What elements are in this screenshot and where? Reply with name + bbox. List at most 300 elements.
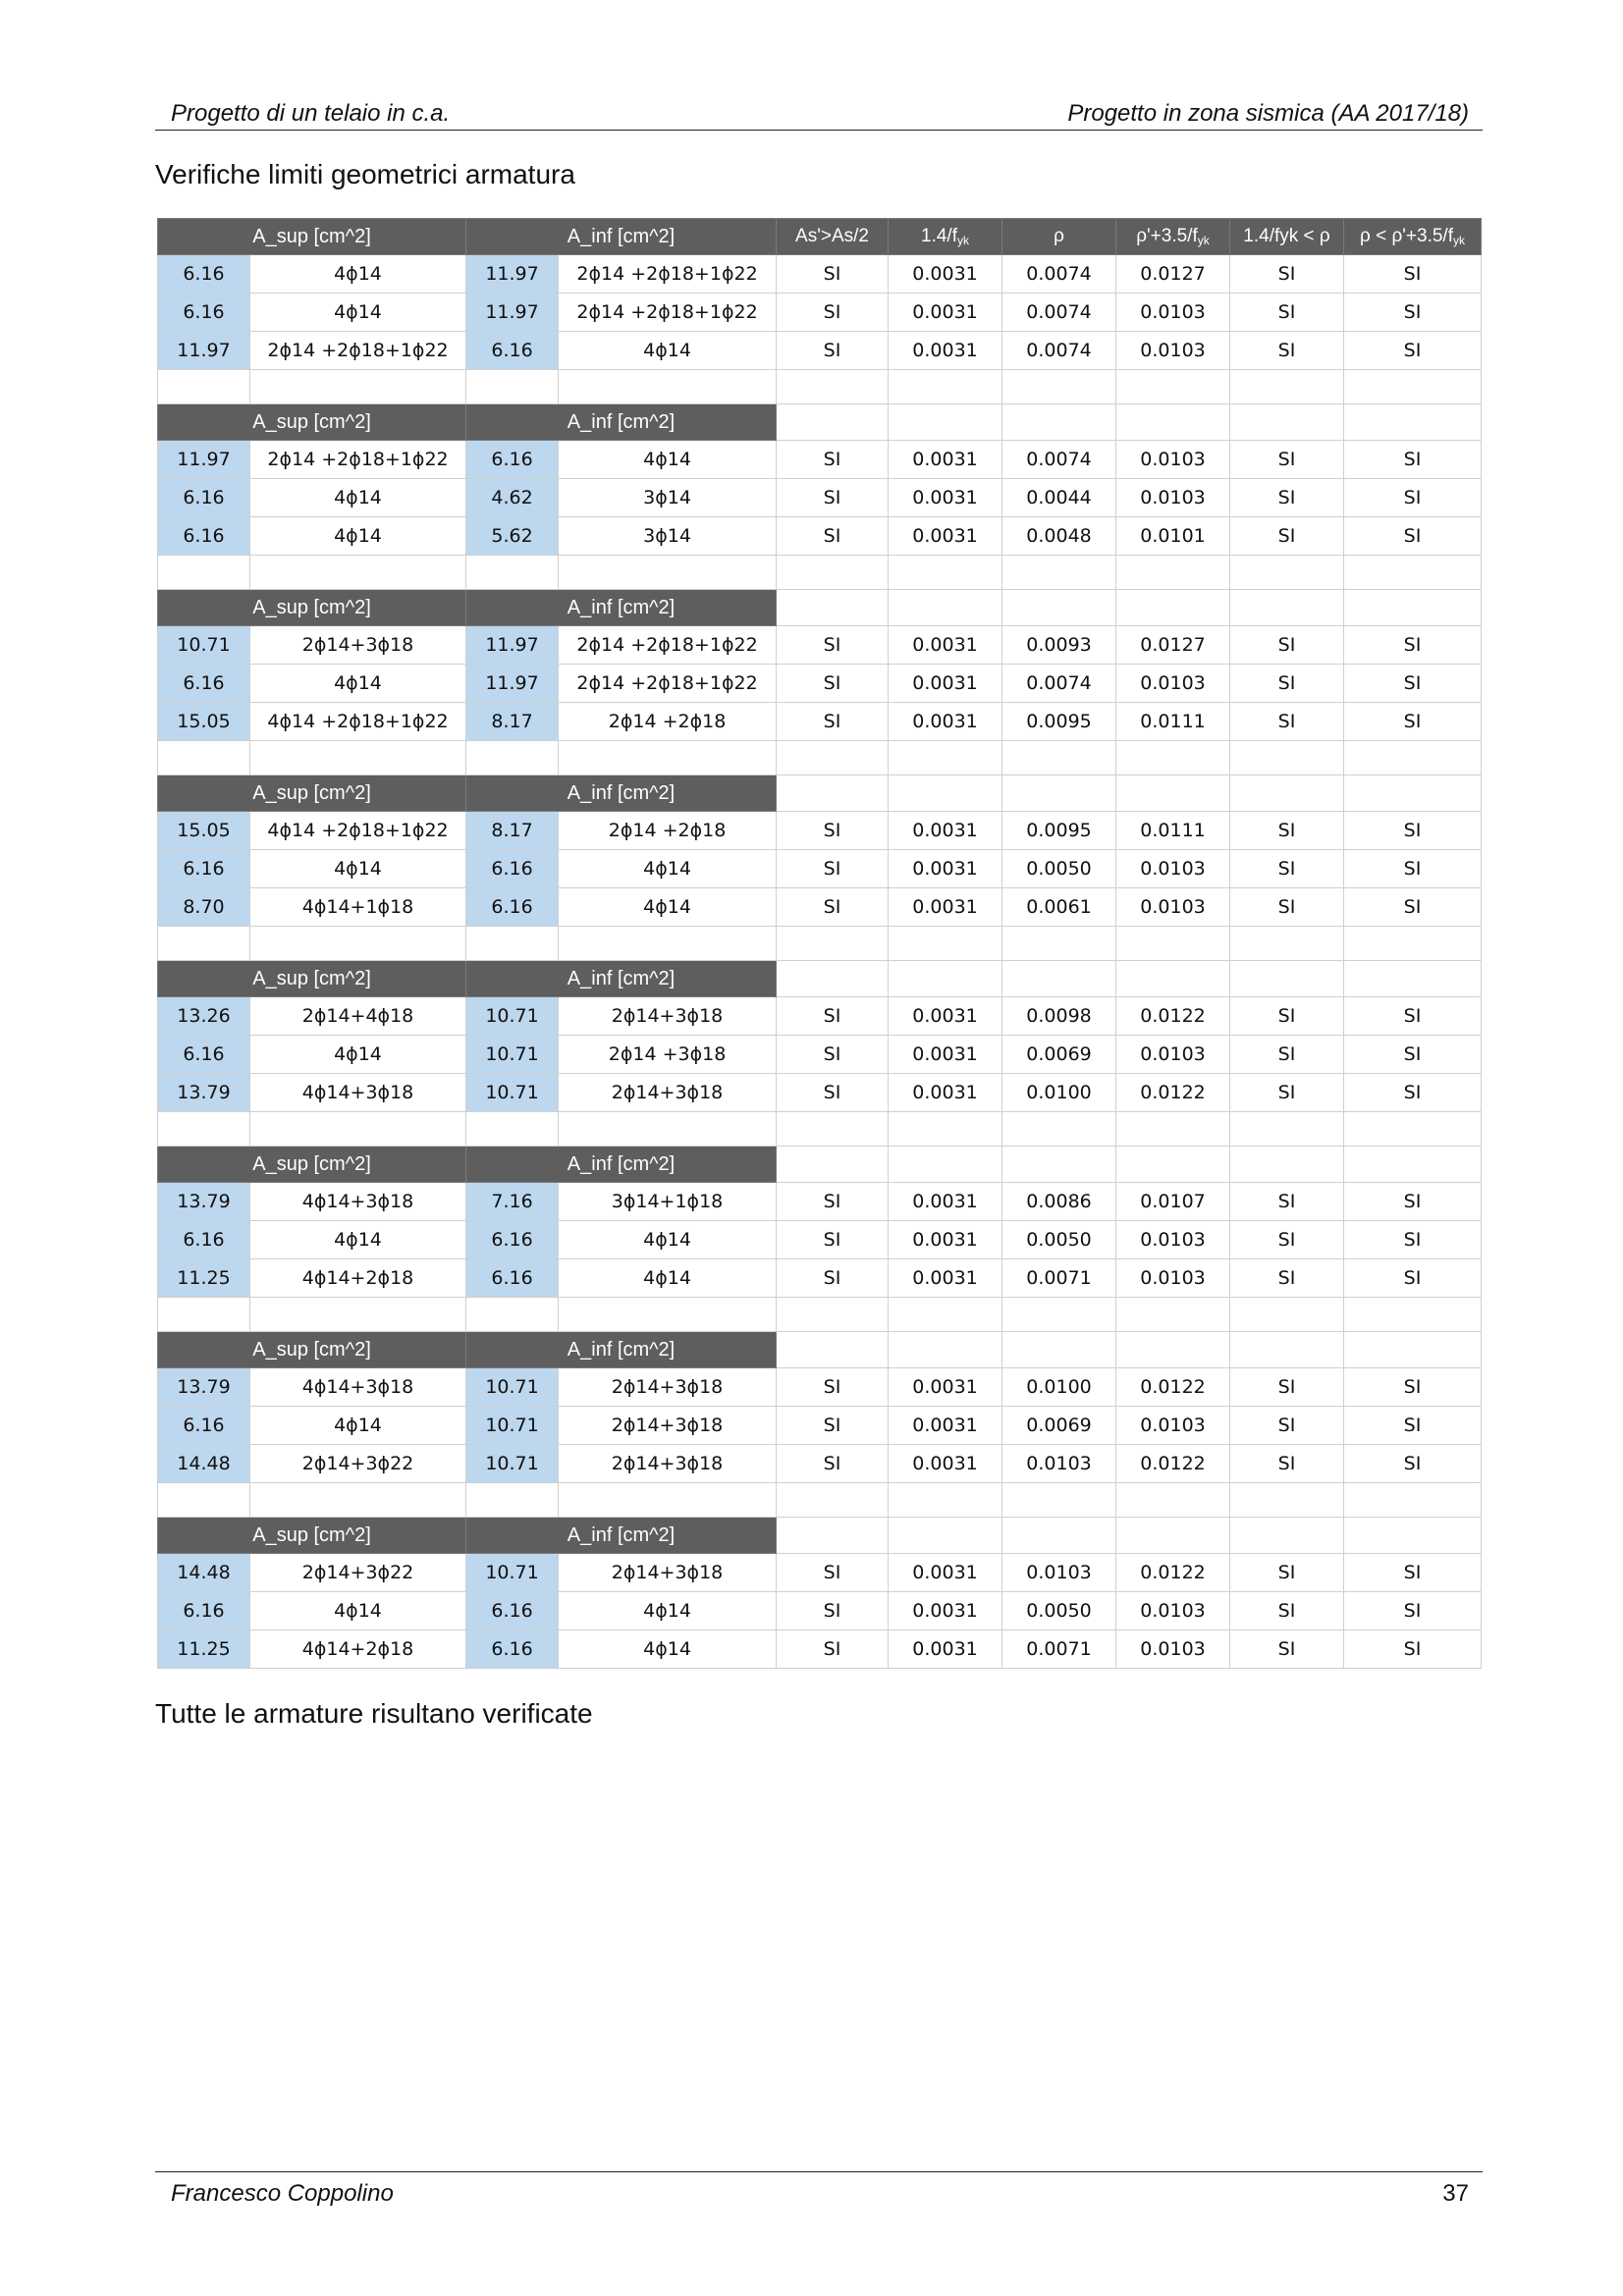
block-header-row — [158, 1147, 1482, 1183]
empty-cell — [250, 556, 466, 590]
rho-cell: 0.0061 — [1002, 888, 1116, 927]
check-max-cell: SI — [1344, 1445, 1482, 1483]
empty-cell — [466, 1112, 559, 1147]
empty-cell — [1344, 1518, 1482, 1554]
bars-sup-cell: 4ϕ14+2ϕ18 — [250, 1259, 466, 1298]
empty-cell — [1002, 404, 1116, 441]
empty-cell — [777, 1147, 889, 1183]
check-max-cell: SI — [1344, 1368, 1482, 1407]
bars-inf-cell: 3ϕ14 — [559, 517, 777, 556]
empty-cell — [1116, 590, 1230, 626]
empty-cell — [1344, 404, 1482, 441]
check-min-cell: SI — [1230, 1074, 1344, 1112]
area-sup-cell: 6.16 — [158, 517, 250, 556]
table-row — [158, 1259, 1482, 1298]
check-min-cell: SI — [1230, 332, 1344, 370]
bars-inf-cell: 2ϕ14+3ϕ18 — [559, 1407, 777, 1445]
spacer-row — [158, 1298, 1482, 1332]
bars-sup-cell: 4ϕ14 — [250, 255, 466, 294]
bars-sup-cell: 2ϕ14 +2ϕ18+1ϕ22 — [250, 332, 466, 370]
empty-cell — [1344, 775, 1482, 812]
bars-inf-cell: 2ϕ14 +2ϕ18+1ϕ22 — [559, 665, 777, 703]
group-header-sup: A_sup [cm^2] — [158, 1518, 466, 1554]
bars-inf-cell: 2ϕ14 +2ϕ18 — [559, 812, 777, 850]
empty-cell — [777, 961, 889, 997]
empty-cell — [466, 556, 559, 590]
empty-cell — [158, 1298, 250, 1332]
rho-max-cell: 0.0103 — [1116, 850, 1230, 888]
as-ratio-check-cell: SI — [777, 1074, 889, 1112]
bars-sup-cell: 4ϕ14 — [250, 479, 466, 517]
area-sup-cell: 13.79 — [158, 1074, 250, 1112]
empty-cell — [250, 741, 466, 775]
empty-cell — [777, 590, 889, 626]
table-row — [158, 294, 1482, 332]
area-inf-cell: 11.97 — [466, 294, 559, 332]
as-ratio-check-cell: SI — [777, 517, 889, 556]
page-footer — [155, 2171, 1483, 2212]
empty-cell — [250, 370, 466, 404]
empty-cell — [559, 556, 777, 590]
rho-max-cell: 0.0103 — [1116, 1259, 1230, 1298]
bars-inf-cell: 2ϕ14 +2ϕ18+1ϕ22 — [559, 255, 777, 294]
header-check-max-sub: yk — [1453, 234, 1465, 247]
rho-min-cell: 0.0031 — [889, 1407, 1002, 1445]
empty-cell — [1002, 927, 1116, 961]
rho-cell: 0.0069 — [1002, 1036, 1116, 1074]
area-sup-cell: 15.05 — [158, 703, 250, 741]
rho-cell: 0.0095 — [1002, 812, 1116, 850]
empty-cell — [1002, 1147, 1116, 1183]
area-sup-cell: 13.26 — [158, 997, 250, 1036]
empty-cell — [1344, 1147, 1482, 1183]
area-sup-cell: 13.79 — [158, 1368, 250, 1407]
bars-sup-cell: 2ϕ14+3ϕ22 — [250, 1445, 466, 1483]
check-max-cell: SI — [1344, 1407, 1482, 1445]
group-header-sup: A_sup [cm^2] — [158, 404, 466, 441]
area-inf-cell: 6.16 — [466, 1259, 559, 1298]
empty-cell — [1116, 370, 1230, 404]
empty-cell — [777, 1332, 889, 1368]
bars-sup-cell: 4ϕ14 — [250, 517, 466, 556]
empty-cell — [1230, 370, 1344, 404]
rho-max-cell: 0.0101 — [1116, 517, 1230, 556]
empty-cell — [158, 556, 250, 590]
rho-min-cell: 0.0031 — [889, 997, 1002, 1036]
empty-cell — [1344, 370, 1482, 404]
rho-min-cell: 0.0031 — [889, 1036, 1002, 1074]
empty-cell — [559, 927, 777, 961]
bars-inf-cell: 2ϕ14+3ϕ18 — [559, 1074, 777, 1112]
rho-min-cell: 0.0031 — [889, 626, 1002, 665]
empty-cell — [1002, 741, 1116, 775]
area-sup-cell: 11.25 — [158, 1259, 250, 1298]
bars-sup-cell: 4ϕ14 — [250, 1407, 466, 1445]
rho-cell: 0.0093 — [1002, 626, 1116, 665]
empty-cell — [1116, 1518, 1230, 1554]
table-row — [158, 1407, 1482, 1445]
table-row — [158, 1183, 1482, 1221]
section-title: Verifiche limiti geometrici armatura — [155, 159, 575, 189]
rho-min-cell: 0.0031 — [889, 441, 1002, 479]
empty-cell — [777, 370, 889, 404]
group-header-inf: A_inf [cm^2] — [466, 1147, 777, 1183]
empty-cell — [1230, 1298, 1344, 1332]
check-min-cell: SI — [1230, 888, 1344, 927]
check-max-cell: SI — [1344, 812, 1482, 850]
rho-max-cell: 0.0122 — [1116, 1074, 1230, 1112]
empty-cell — [777, 741, 889, 775]
bars-sup-cell: 4ϕ14 — [250, 1036, 466, 1074]
empty-cell — [466, 741, 559, 775]
check-max-cell: SI — [1344, 1554, 1482, 1592]
empty-cell — [1116, 961, 1230, 997]
area-inf-cell: 5.62 — [466, 517, 559, 556]
empty-cell — [1116, 556, 1230, 590]
check-min-cell: SI — [1230, 1554, 1344, 1592]
area-sup-cell: 6.16 — [158, 665, 250, 703]
as-ratio-check-cell: SI — [777, 1445, 889, 1483]
group-header-sup: A_sup [cm^2] — [158, 961, 466, 997]
bars-inf-cell: 2ϕ14 +2ϕ18+1ϕ22 — [559, 294, 777, 332]
check-max-cell: SI — [1344, 517, 1482, 556]
rho-cell: 0.0071 — [1002, 1259, 1116, 1298]
empty-cell — [889, 961, 1002, 997]
empty-cell — [559, 1483, 777, 1518]
empty-cell — [559, 1298, 777, 1332]
block-header-row — [158, 1332, 1482, 1368]
area-sup-cell: 13.79 — [158, 1183, 250, 1221]
block-header-row — [158, 775, 1482, 812]
block-header-row — [158, 219, 1482, 255]
table-row — [158, 1445, 1482, 1483]
bars-inf-cell: 2ϕ14 +2ϕ18 — [559, 703, 777, 741]
table-row — [158, 1630, 1482, 1669]
check-min-cell: SI — [1230, 1368, 1344, 1407]
rho-cell: 0.0044 — [1002, 479, 1116, 517]
area-sup-cell: 6.16 — [158, 1036, 250, 1074]
area-inf-cell: 10.71 — [466, 1407, 559, 1445]
bars-inf-cell: 4ϕ14 — [559, 1221, 777, 1259]
as-ratio-check-cell: SI — [777, 1259, 889, 1298]
empty-cell — [1230, 1332, 1344, 1368]
bars-sup-cell: 4ϕ14 — [250, 1592, 466, 1630]
check-max-cell: SI — [1344, 850, 1482, 888]
empty-cell — [158, 927, 250, 961]
rho-min-cell: 0.0031 — [889, 1592, 1002, 1630]
area-sup-cell: 6.16 — [158, 294, 250, 332]
table-row — [158, 1221, 1482, 1259]
empty-cell — [1230, 927, 1344, 961]
check-min-cell: SI — [1230, 1221, 1344, 1259]
empty-cell — [1116, 1332, 1230, 1368]
check-min-cell: SI — [1230, 517, 1344, 556]
rho-max-cell: 0.0107 — [1116, 1183, 1230, 1221]
rho-max-cell: 0.0122 — [1116, 1445, 1230, 1483]
block-header-row — [158, 1518, 1482, 1554]
empty-cell — [1230, 1112, 1344, 1147]
group-header-inf: A_inf [cm^2] — [466, 219, 777, 255]
reinforcement-check-table — [157, 218, 1482, 1669]
table-row — [158, 517, 1482, 556]
rho-cell: 0.0074 — [1002, 441, 1116, 479]
area-inf-cell: 8.17 — [466, 812, 559, 850]
as-ratio-check-cell: SI — [777, 255, 889, 294]
empty-cell — [1116, 927, 1230, 961]
empty-cell — [466, 1298, 559, 1332]
check-min-cell: SI — [1230, 1259, 1344, 1298]
check-min-cell: SI — [1230, 479, 1344, 517]
rho-min-cell: 0.0031 — [889, 1630, 1002, 1669]
bars-sup-cell: 4ϕ14 — [250, 850, 466, 888]
header-check-max-main: ρ < ρ'+3.5/f — [1360, 226, 1453, 246]
rho-min-cell: 0.0031 — [889, 1183, 1002, 1221]
check-min-cell: SI — [1230, 1036, 1344, 1074]
check-min-cell: SI — [1230, 1183, 1344, 1221]
rho-cell: 0.0074 — [1002, 332, 1116, 370]
bars-inf-cell: 4ϕ14 — [559, 1259, 777, 1298]
as-ratio-check-cell: SI — [777, 441, 889, 479]
rho-cell: 0.0050 — [1002, 850, 1116, 888]
as-ratio-check-cell: SI — [777, 665, 889, 703]
empty-cell — [1116, 404, 1230, 441]
rho-min-cell: 0.0031 — [889, 850, 1002, 888]
empty-cell — [889, 404, 1002, 441]
empty-cell — [1230, 404, 1344, 441]
empty-cell — [1230, 556, 1344, 590]
table-row — [158, 997, 1482, 1036]
header-as-ratio: As'>As/2 — [777, 219, 889, 255]
empty-cell — [889, 1483, 1002, 1518]
as-ratio-check-cell: SI — [777, 1036, 889, 1074]
empty-cell — [1344, 927, 1482, 961]
as-ratio-check-cell: SI — [777, 812, 889, 850]
rho-max-cell: 0.0122 — [1116, 1368, 1230, 1407]
area-inf-cell: 4.62 — [466, 479, 559, 517]
empty-cell — [1344, 961, 1482, 997]
empty-cell — [1344, 590, 1482, 626]
rho-min-cell: 0.0031 — [889, 1554, 1002, 1592]
area-inf-cell: 7.16 — [466, 1183, 559, 1221]
rho-cell: 0.0086 — [1002, 1183, 1116, 1221]
bars-inf-cell: 4ϕ14 — [559, 441, 777, 479]
empty-cell — [1344, 1298, 1482, 1332]
check-min-cell: SI — [1230, 1407, 1344, 1445]
area-inf-cell: 10.71 — [466, 1554, 559, 1592]
rho-cell: 0.0103 — [1002, 1554, 1116, 1592]
rho-max-cell: 0.0103 — [1116, 1221, 1230, 1259]
header-rho-min-sub: yk — [957, 234, 969, 247]
area-inf-cell: 6.16 — [466, 332, 559, 370]
table-row — [158, 1036, 1482, 1074]
bars-sup-cell: 2ϕ14 +2ϕ18+1ϕ22 — [250, 441, 466, 479]
rho-cell: 0.0050 — [1002, 1221, 1116, 1259]
check-max-cell: SI — [1344, 703, 1482, 741]
spacer-row — [158, 556, 1482, 590]
empty-cell — [1002, 370, 1116, 404]
rho-cell: 0.0071 — [1002, 1630, 1116, 1669]
bars-sup-cell: 4ϕ14 — [250, 1221, 466, 1259]
conclusion-note: Tutte le armature risultano verificate — [155, 1698, 593, 1729]
group-header-inf: A_inf [cm^2] — [466, 404, 777, 441]
bars-sup-cell: 2ϕ14+4ϕ18 — [250, 997, 466, 1036]
rho-cell: 0.0050 — [1002, 1592, 1116, 1630]
bars-sup-cell: 2ϕ14+3ϕ22 — [250, 1554, 466, 1592]
empty-cell — [1344, 1112, 1482, 1147]
check-min-cell: SI — [1230, 1592, 1344, 1630]
rho-max-cell: 0.0103 — [1116, 1592, 1230, 1630]
rho-min-cell: 0.0031 — [889, 1259, 1002, 1298]
empty-cell — [466, 1483, 559, 1518]
area-inf-cell: 6.16 — [466, 850, 559, 888]
rho-cell: 0.0098 — [1002, 997, 1116, 1036]
empty-cell — [1230, 775, 1344, 812]
check-max-cell: SI — [1344, 1074, 1482, 1112]
rho-max-cell: 0.0103 — [1116, 441, 1230, 479]
rho-max-cell: 0.0103 — [1116, 1407, 1230, 1445]
empty-cell — [559, 741, 777, 775]
bars-inf-cell: 4ϕ14 — [559, 1630, 777, 1669]
table-row — [158, 441, 1482, 479]
table-row — [158, 812, 1482, 850]
header-rho-max — [1116, 219, 1230, 255]
rho-max-cell: 0.0103 — [1116, 332, 1230, 370]
empty-cell — [889, 1518, 1002, 1554]
table-row — [158, 850, 1482, 888]
empty-cell — [1002, 1332, 1116, 1368]
check-max-cell: SI — [1344, 626, 1482, 665]
area-inf-cell: 11.97 — [466, 255, 559, 294]
as-ratio-check-cell: SI — [777, 332, 889, 370]
rho-max-cell: 0.0103 — [1116, 888, 1230, 927]
group-header-inf: A_inf [cm^2] — [466, 590, 777, 626]
empty-cell — [889, 1112, 1002, 1147]
empty-cell — [1230, 590, 1344, 626]
empty-cell — [559, 1112, 777, 1147]
table-row — [158, 1592, 1482, 1630]
empty-cell — [889, 927, 1002, 961]
area-sup-cell: 8.70 — [158, 888, 250, 927]
as-ratio-check-cell: SI — [777, 294, 889, 332]
as-ratio-check-cell: SI — [777, 626, 889, 665]
rho-min-cell: 0.0031 — [889, 332, 1002, 370]
group-header-sup: A_sup [cm^2] — [158, 219, 466, 255]
rho-max-cell: 0.0103 — [1116, 665, 1230, 703]
area-inf-cell: 6.16 — [466, 1592, 559, 1630]
check-min-cell: SI — [1230, 703, 1344, 741]
check-max-cell: SI — [1344, 665, 1482, 703]
as-ratio-check-cell: SI — [777, 1183, 889, 1221]
bars-sup-cell: 4ϕ14 +2ϕ18+1ϕ22 — [250, 812, 466, 850]
empty-cell — [250, 1298, 466, 1332]
empty-cell — [1344, 556, 1482, 590]
group-header-inf: A_inf [cm^2] — [466, 961, 777, 997]
spacer-row — [158, 370, 1482, 404]
check-max-cell: SI — [1344, 1221, 1482, 1259]
empty-cell — [158, 1483, 250, 1518]
empty-cell — [1002, 775, 1116, 812]
empty-cell — [250, 927, 466, 961]
rho-max-cell: 0.0103 — [1116, 1036, 1230, 1074]
empty-cell — [1002, 590, 1116, 626]
empty-cell — [466, 370, 559, 404]
empty-cell — [1230, 741, 1344, 775]
empty-cell — [777, 404, 889, 441]
empty-cell — [158, 1112, 250, 1147]
table-row — [158, 1368, 1482, 1407]
empty-cell — [1002, 961, 1116, 997]
as-ratio-check-cell: SI — [777, 888, 889, 927]
bars-sup-cell: 4ϕ14 — [250, 294, 466, 332]
empty-cell — [466, 927, 559, 961]
empty-cell — [889, 775, 1002, 812]
group-header-sup: A_sup [cm^2] — [158, 775, 466, 812]
page-header — [155, 96, 1483, 131]
check-max-cell: SI — [1344, 888, 1482, 927]
empty-cell — [1002, 1112, 1116, 1147]
rho-min-cell: 0.0031 — [889, 1368, 1002, 1407]
as-ratio-check-cell: SI — [777, 1368, 889, 1407]
bars-inf-cell: 4ϕ14 — [559, 332, 777, 370]
empty-cell — [1116, 1483, 1230, 1518]
empty-cell — [777, 1112, 889, 1147]
empty-cell — [559, 370, 777, 404]
block-header-row — [158, 404, 1482, 441]
bars-sup-cell: 4ϕ14+3ϕ18 — [250, 1368, 466, 1407]
as-ratio-check-cell: SI — [777, 850, 889, 888]
empty-cell — [889, 556, 1002, 590]
bars-inf-cell: 2ϕ14+3ϕ18 — [559, 997, 777, 1036]
check-max-cell: SI — [1344, 479, 1482, 517]
table-row — [158, 1074, 1482, 1112]
area-sup-cell: 15.05 — [158, 812, 250, 850]
empty-cell — [1002, 556, 1116, 590]
empty-cell — [1230, 1147, 1344, 1183]
rho-cell: 0.0095 — [1002, 703, 1116, 741]
rho-min-cell: 0.0031 — [889, 1074, 1002, 1112]
area-sup-cell: 6.16 — [158, 479, 250, 517]
header-rho-min — [889, 219, 1002, 255]
check-max-cell: SI — [1344, 294, 1482, 332]
empty-cell — [1344, 741, 1482, 775]
bars-inf-cell: 3ϕ14 — [559, 479, 777, 517]
header-right-title: Progetto in zona sismica (AA 2017/18) — [1067, 100, 1469, 127]
area-inf-cell: 10.71 — [466, 1445, 559, 1483]
check-max-cell: SI — [1344, 255, 1482, 294]
area-sup-cell: 14.48 — [158, 1445, 250, 1483]
area-inf-cell: 10.71 — [466, 1368, 559, 1407]
empty-cell — [889, 1298, 1002, 1332]
area-sup-cell: 11.97 — [158, 332, 250, 370]
area-inf-cell: 8.17 — [466, 703, 559, 741]
header-rho-max-main: ρ'+3.5/f — [1136, 226, 1198, 246]
empty-cell — [777, 1298, 889, 1332]
bars-inf-cell: 2ϕ14+3ϕ18 — [559, 1445, 777, 1483]
empty-cell — [158, 370, 250, 404]
check-max-cell: SI — [1344, 1036, 1482, 1074]
empty-cell — [777, 556, 889, 590]
bars-inf-cell: 2ϕ14 +2ϕ18+1ϕ22 — [559, 626, 777, 665]
table-row — [158, 665, 1482, 703]
empty-cell — [1116, 1112, 1230, 1147]
empty-cell — [889, 1147, 1002, 1183]
empty-cell — [889, 741, 1002, 775]
header-left-title: Progetto di un telaio in c.a. — [171, 100, 451, 127]
bars-sup-cell: 4ϕ14+3ϕ18 — [250, 1183, 466, 1221]
area-inf-cell: 6.16 — [466, 888, 559, 927]
empty-cell — [1002, 1518, 1116, 1554]
block-header-row — [158, 961, 1482, 997]
